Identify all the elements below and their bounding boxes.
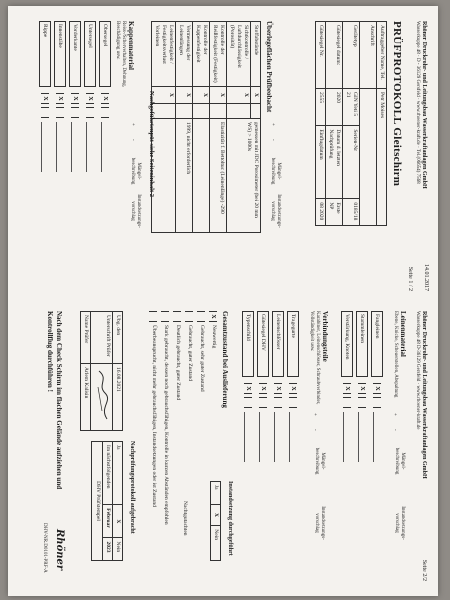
verb-row-0: [287, 311, 299, 462]
np-ja: Ja: [113, 442, 123, 505]
kappe-row-label: Innenstäbe: [54, 21, 66, 87]
instand-table: [210, 481, 221, 561]
gesamt-item-5: Überbeansprucht, nicht mehr gebrauchsfähigen, Instandsetzungen oder ist Zustand: [149, 311, 157, 561]
customer-info-table: [315, 21, 387, 226]
company-address-2: Wasserkuppe 48 D-36129 Gersfeld · www.rhoener-kraft.de: [415, 311, 420, 430]
kappe-row-3: [54, 21, 66, 172]
col-repair: Instandsetzungs-vorschlag: [270, 194, 281, 228]
label-address: Anschrift: [360, 22, 377, 89]
kappe-row-1: [84, 21, 96, 172]
kappe-row-label: Vorderkante: [69, 21, 81, 87]
leinen-row-label: Stammleinen: [356, 311, 368, 377]
col-minus: -: [270, 139, 275, 141]
leinen-row-0: [371, 311, 383, 462]
document-date: 14.01.2017: [423, 264, 429, 291]
leinen-row-2: [341, 311, 353, 462]
np-next-label: Im nächstfolgenden: [103, 442, 113, 505]
value-seal-no: 2555: [316, 89, 326, 126]
kappe-row-0: [99, 21, 111, 172]
label-last-check: Datum d. letzten Nachprüfung: [326, 126, 343, 199]
kappe-col-repair: Instandsetzungs-vorschlag: [130, 194, 141, 228]
value-seal-date: 2020: [326, 89, 343, 126]
kappe-mark-plus: X: [71, 93, 79, 104]
np-next-year: 2023: [103, 538, 113, 561]
check-section-title: Überlegeflächen Prüfbeobacht: [265, 21, 273, 113]
label-seal-no: Gütesiegel Nr.: [316, 22, 326, 89]
gesamt-check-0: X: [209, 311, 217, 322]
gesamt-item-2: Gebraucht, guter Zustand: [185, 311, 193, 461]
signature-title: Nachprüfungsprotokoll aufgebracht: [129, 441, 135, 534]
check-label-4: Vermessung der Leinenlängen: [176, 22, 193, 87]
nachpruefung-label: Nachtgutachten: [182, 501, 188, 536]
company-stamp: Rhöner: [54, 529, 65, 571]
gesamt-check-1: [197, 311, 205, 322]
gesamt-item-0: X Neuwertig: [209, 311, 217, 461]
document-paper: [8, 6, 438, 596]
kappe-mark-plus: X: [101, 93, 109, 104]
label-serial: Serien-Nr: [343, 126, 360, 199]
value-address: [360, 89, 377, 226]
check-mark-5: X: [152, 87, 176, 104]
company-header-2: [414, 311, 427, 501]
kappe-col-plus: +: [130, 123, 135, 126]
kappe-mark-plus: X: [41, 93, 49, 104]
check-mark-1: X: [227, 87, 251, 104]
nachtrag-title: Nachgeführtenpüt siehe Seiteninhalt 2: [148, 91, 155, 197]
kappe-mark-plus: X: [56, 93, 64, 104]
check-note-1: gemessen mit JDC Porosimeter (bei 20 mm WS) > 1000s: [227, 119, 261, 233]
np-x: X: [113, 505, 123, 538]
sig-label-date: Ubg. den: [113, 312, 123, 364]
value-device-type: GIN Yeti 5 21: [343, 89, 360, 126]
leinen-row-1: [356, 311, 368, 462]
verb-row-label: Tragegurte: [287, 311, 299, 377]
kappe-mark-plus: X: [86, 93, 94, 104]
page-number: Seite 1 / 2: [407, 266, 413, 291]
signature-table: [80, 311, 123, 431]
leinen-subtitle: Ebene, Knicke, Scheuerstellen, Abspaltung: [393, 311, 398, 398]
leinen-mark: X: [358, 383, 366, 394]
value-client: Petr Moises: [377, 89, 387, 226]
rotated-spread: [13, 11, 433, 591]
check-mark-0: X: [251, 87, 261, 104]
company-name-2: Rhöner Druckrohr- und Leitungsbau Wasserkraftanlagen GmbH: [421, 311, 427, 479]
verb-col-minus: -: [312, 429, 317, 431]
footer-instruction: Nach dem Check Schirm im flachen Gelände aufziehen und Kontrollflug durchführen !: [46, 311, 63, 490]
verb-row-2: [257, 311, 269, 462]
label-first-flight: Einflugdatum: [316, 126, 326, 199]
check-label-2: Kontrolle der Reißfestigkeit (Festigkeit): [210, 22, 227, 87]
page-2: [13, 301, 433, 591]
gesamt-title: Gesamtzustand bei Auslieferung: [221, 311, 229, 408]
np-next-month: Februar: [103, 505, 113, 538]
label-seal-date: Gütesiegel datum:: [326, 22, 343, 89]
verb-mark: X: [274, 383, 282, 394]
instand-x: X: [211, 504, 221, 526]
np-stamp-label: DHV Prüfstempel: [92, 442, 103, 561]
leinen-col-repair: Instandsetzungs-vorschlag: [394, 506, 405, 540]
gesamt-item-4: Stark gebraucht, dessen noch gebrauchsfähigen, Kontrolle in kurzen Abständen empfohlen: [161, 311, 169, 561]
verb-row-label: Leinenschlösser: [272, 311, 284, 377]
document-title: PRÜFPROTOKOLL Gleitschirm: [391, 21, 403, 187]
value-serial: 0185/18: [343, 199, 360, 226]
gesamt-check-5: [149, 311, 157, 322]
verb-col-defect: Mängel-beschreibung: [314, 447, 325, 475]
page-1: [13, 11, 433, 301]
np-nein: Nein: [113, 538, 123, 561]
instand-ja: Ja: [211, 482, 221, 505]
kappe-row-4: [39, 21, 51, 172]
instand-title: Instandsetzung durchgeführt: [227, 481, 233, 556]
company-header: [414, 21, 427, 221]
leinen-col-minus: -: [392, 429, 397, 431]
check-note-4: 1999, nicht erforderlich: [176, 119, 193, 233]
handwritten-signature: [95, 367, 111, 427]
gesamt-check-3: [173, 311, 181, 322]
check-label-1: Sichtkontrolle / Luftdurchlässigkeit (Porosität): [227, 22, 251, 87]
leinen-col-defect: Mängel-beschreibung: [394, 447, 405, 475]
company-address: Wasserkuppe 48 · D - 36129 Gersfeld · www.rhoener-kraft.de · Tel.(06654) 7568: [415, 21, 420, 184]
leinen-mark: X: [373, 383, 381, 394]
check-mark-3: X: [193, 87, 210, 104]
check-table: [151, 21, 261, 233]
col-defect: Mängel-beschreibung: [270, 157, 281, 185]
verb-row-3: [242, 311, 254, 462]
sig-value-date: 16.08.2021: [113, 364, 123, 431]
verb-mark: X: [289, 383, 297, 394]
verb-col-repair: Instandsetzungs-vorschlag: [314, 506, 325, 540]
dhv-stamp-number: DHV-NR.D0101-PRF-A: [42, 523, 47, 573]
col-plus: +: [270, 123, 275, 126]
sig-label-signature: Unterschrift Prüfer: [91, 312, 113, 364]
verb-row-label: Typenschild: [242, 311, 254, 377]
gesamt-check-4: [161, 311, 169, 322]
value-last-check: Erste NP: [326, 199, 343, 226]
verbindung-title: Verbindungsteile: [321, 311, 329, 362]
check-note-2: Elastizität f. Bettoltuc (Leinenlänge) -290: [210, 119, 227, 233]
verb-mark: X: [244, 383, 252, 394]
verb-mark: X: [259, 383, 267, 394]
company-name: Rhöner Druckrohr- und Leitungsbau Wasserkraftanlagen GmbH: [421, 21, 427, 189]
kappe-title: Kappenmaterial: [127, 21, 135, 70]
leinen-mark: X: [343, 383, 351, 394]
sig-value-signature: [91, 364, 113, 431]
sig-value-name: Arlem Kalisin: [81, 364, 91, 431]
check-label-0: Stoffabstände: [251, 22, 261, 87]
kappe-subtitle: Reiss-/Scherverhalten, Dehnung, Beschädigung usw.: [115, 21, 126, 87]
gesamt-item-1: Gebraucht, sehr guter Zustand: [197, 311, 205, 461]
leinen-col-plus: +: [392, 413, 397, 416]
kappe-row-label: Untersegel: [84, 21, 96, 87]
nachpruef-table: [91, 441, 123, 561]
leinen-title: Leinenmaterial: [399, 311, 407, 357]
check-mark-4: X: [176, 87, 193, 104]
verb-row-1: [272, 311, 284, 462]
kappe-row-2: [69, 21, 81, 172]
kappe-row-label: Obersegel: [99, 21, 111, 87]
gesamt-item-3: Deutlich gebraucht, guter Zustand: [173, 311, 181, 461]
kappe-row-label: Rippe: [39, 21, 51, 87]
check-label-5: Leinenfestigkeit / Festigkeitsverlust Vorleinen: [152, 22, 176, 87]
leinen-row-label: Verstärkung, Knoten: [341, 311, 353, 377]
kappe-col-minus: -: [130, 139, 135, 141]
label-client: Auftraggeber Name, Tel.: [377, 22, 387, 89]
verb-row-label: Gütesiegel DHV: [257, 311, 269, 377]
verbindung-subtitle: Karabiner, Leinenschlösser, Schraubverbinder, Vollständigkeit usw.: [309, 311, 320, 405]
check-mark-2: X: [210, 87, 227, 104]
gesamt-check-2: [185, 311, 193, 322]
verb-col-plus: +: [312, 413, 317, 416]
value-first-flight: 08 2020: [316, 199, 326, 226]
label-device-type: Gerätetyp: [343, 22, 360, 89]
check-label-3: Kontrolle der Kappenfestigkeit: [193, 22, 210, 87]
leinen-row-label: Fangleinen: [371, 311, 383, 377]
page-number-2: Seite 2/2: [421, 559, 427, 581]
sig-label-name: Name Prüfer: [81, 312, 91, 364]
kappe-col-defect: Mängel-beschreibung: [130, 157, 141, 185]
instand-nein: Nein: [211, 526, 221, 561]
